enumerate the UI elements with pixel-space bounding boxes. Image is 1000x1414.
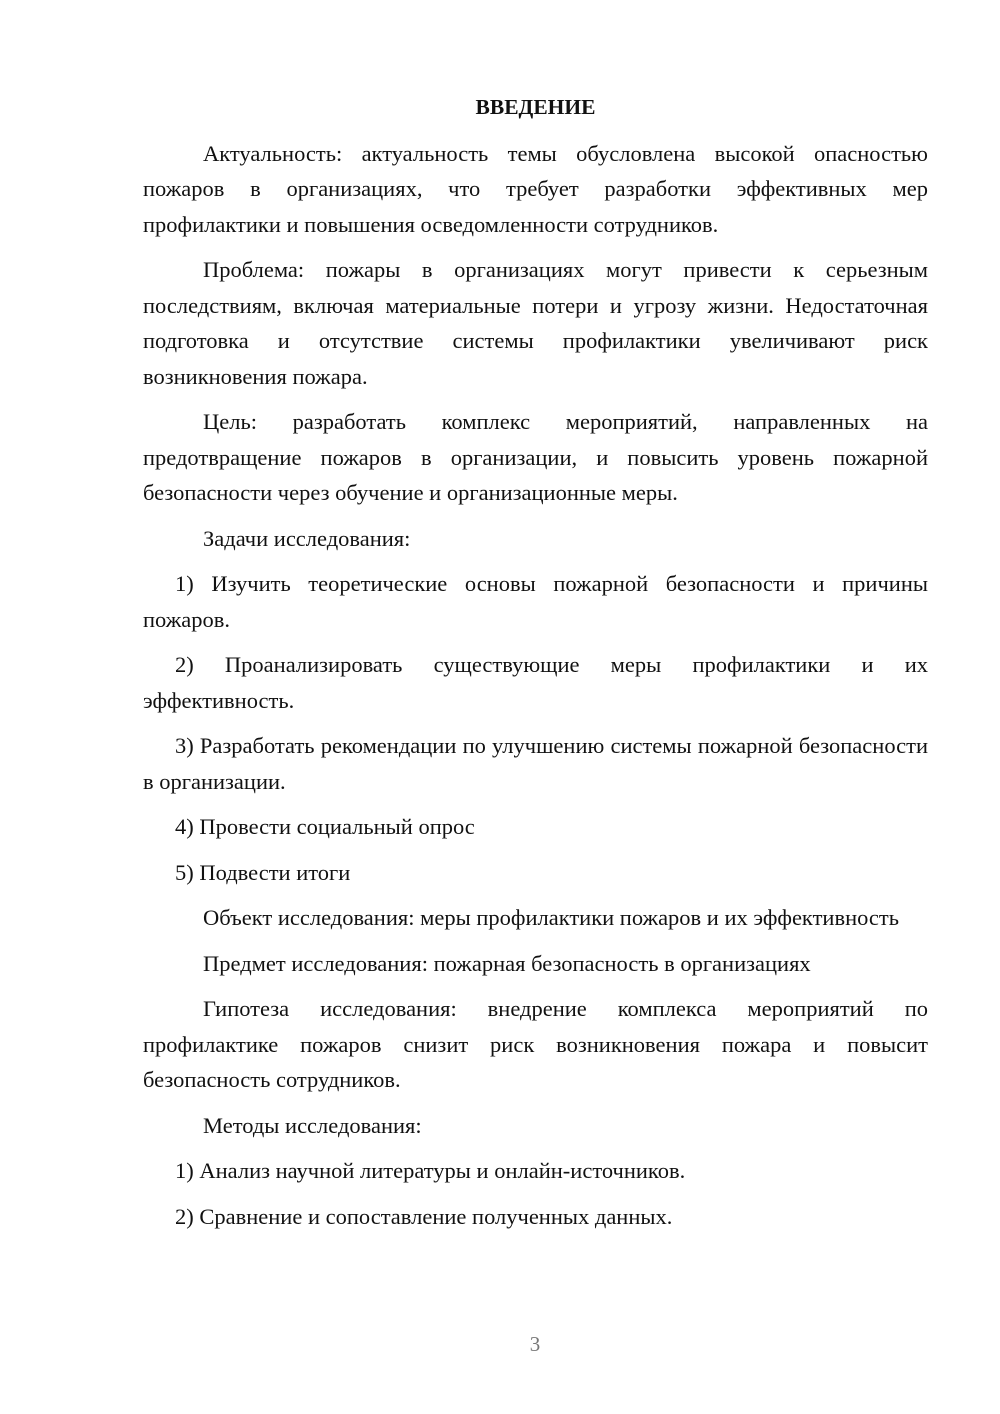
method-item-2: 2) Сравнение и сопоставление полученных данных. <box>175 1203 673 1229</box>
task-item-5: 5) Подвести итоги <box>175 859 351 885</box>
tasks-heading: Задачи исследования: <box>203 525 411 551</box>
object-paragraph: Объект исследования: меры профилактики пожаров и их эффективность <box>203 905 899 930</box>
task-item-3: 3) Разработать рекомендации по улучшению системы пожарной безопасности в организации. <box>143 733 928 794</box>
task-item-2: 2) Проанализировать существующие меры профилактики и их эффективность. <box>143 652 928 713</box>
goal-paragraph: Цель: разработать комплекс мероприятий, направленных на предотвращение пожаров в организации, и повысить уровень пожарной безопасности через обучение и организационные меры. <box>143 409 928 505</box>
document-body <box>143 90 928 1244</box>
page-number: 3 <box>529 1332 541 1356</box>
method-item-1: 1) Анализ научной литературы и онлайн-источников. <box>175 1158 686 1183</box>
hypothesis-paragraph: Гипотеза исследования: внедрение комплекса мероприятий по профилактике пожаров снизит риск возникновения пожара и повысит безопасность сотрудников. <box>143 996 928 1092</box>
relevance-paragraph: Актуальность: актуальность темы обусловлена высокой опасностью пожаров в организациях, что требует разработки эффективных мер профилактики и повышения осведомленности сотрудников. <box>143 140 928 237</box>
task-item-4: 4) Провести социальный опрос <box>175 814 475 839</box>
subject-paragraph: Предмет исследования: пожарная безопасность в организациях <box>203 950 811 976</box>
document-title: ВВЕДЕНИЕ <box>475 95 596 119</box>
task-item-1: 1) Изучить теоретические основы пожарной безопасности и причины пожаров. <box>143 571 928 632</box>
methods-heading: Методы исследования: <box>203 1112 422 1138</box>
problem-paragraph: Проблема: пожары в организациях могут привести к серьезным последствиям, включая материальные потери и угрозу жизни. Недостаточная подготовка и отсутствие системы профилактики увеличивают риск возникновения пожара. <box>143 257 928 389</box>
